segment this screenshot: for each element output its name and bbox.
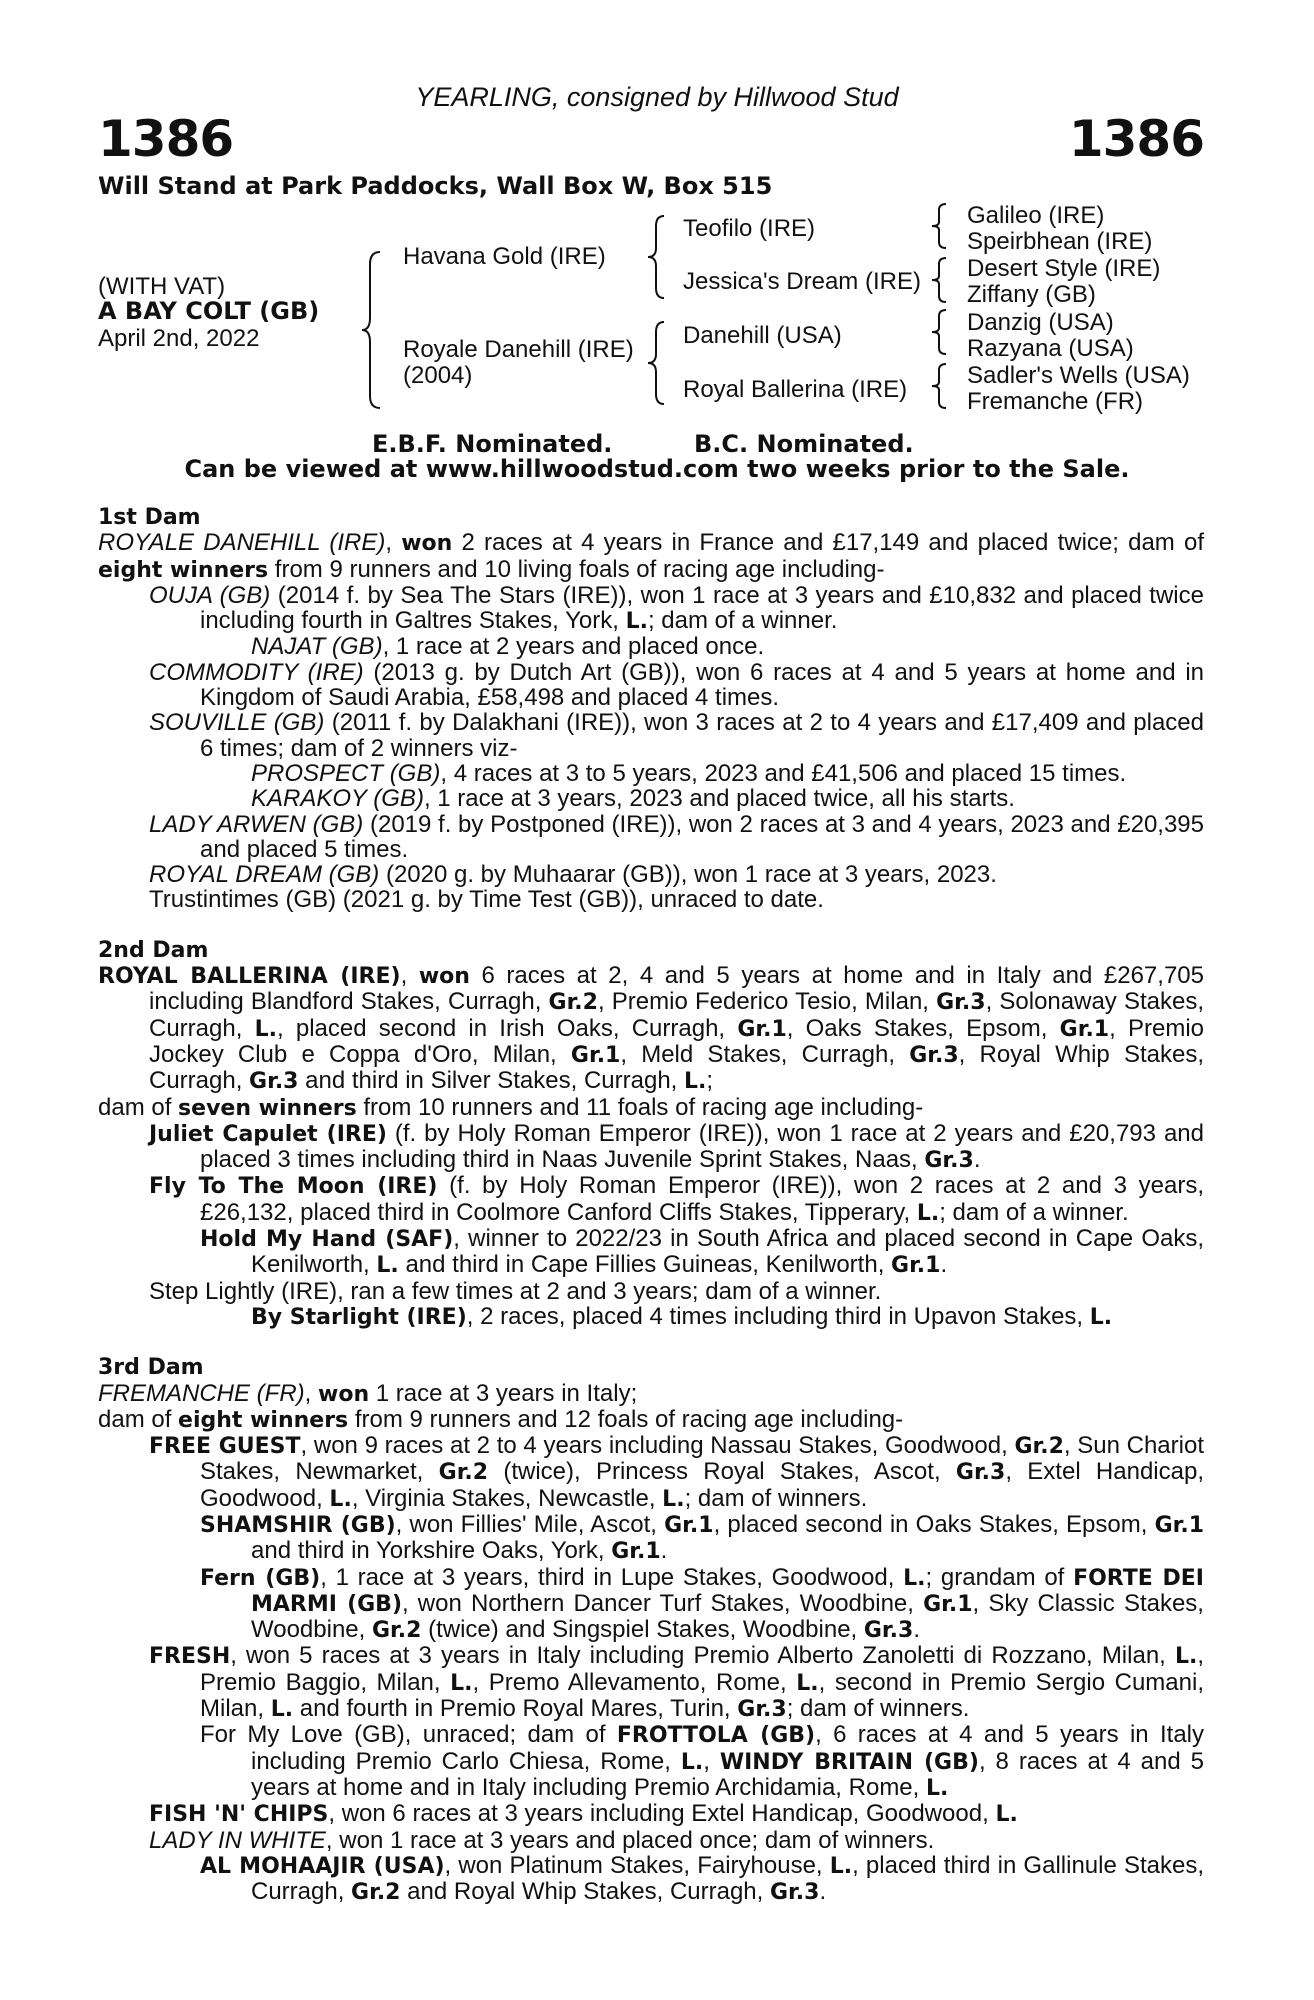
- bold-text: Fly To The Moon (IRE): [149, 1174, 438, 1200]
- produce-entry: [200, 1512, 1204, 1565]
- bold-text: Gr.2: [438, 1460, 489, 1486]
- text-run: For My Love (GB), unraced; dam of: [200, 1721, 617, 1749]
- text-run: , won 9 races at 2 to 4 years including Nassau Stakes, Goodwood,: [300, 1432, 1015, 1460]
- bold-text: eight winners: [98, 557, 269, 583]
- text-run: , placed second in Oaks Stakes, Epsom,: [713, 1510, 1155, 1538]
- produce-entry: [251, 786, 1204, 811]
- bold-text: won: [401, 531, 453, 557]
- produce-entry: [98, 1095, 1204, 1121]
- bold-text: Gr.3: [924, 1148, 974, 1174]
- bold-text: Gr.3: [770, 1880, 820, 1906]
- bold-text: Gr.1: [611, 1539, 661, 1565]
- text-run: , 1 race at 3 years, third in Lupe Stakes, Goodwood,: [320, 1563, 904, 1591]
- pedigree-ddd: Fremanche (FR): [967, 388, 1144, 415]
- pedigree-sire-dam: Jessica's Dream (IRE): [683, 268, 921, 295]
- text-run: and third in Cape Fillies Guineas, Kenilworth,: [398, 1251, 892, 1279]
- produce-entry: [149, 660, 1204, 711]
- produce-entry: [149, 710, 1204, 761]
- bold-text: Gr.2: [548, 990, 598, 1016]
- text-run: ; dam of a winner.: [939, 1198, 1129, 1226]
- produce-entry: [149, 887, 1204, 912]
- bc-nomination: B.C. Nominated.: [694, 430, 914, 458]
- text-run: (twice) and Singspiel Stakes, Woodbine,: [421, 1616, 864, 1644]
- text-run: , 4 races at 3 to 5 years, 2023 and £41,506 and placed 15 times.: [440, 759, 1127, 787]
- text-run: (f. by Holy Roman Emperor (IRE)), won 2 races at 2 and 3 years, £26,132, placed third in Coolmore Canford Cliffs Stakes, Tipperary,: [200, 1172, 1204, 1226]
- pedigree-dam-year: (2004): [403, 362, 473, 389]
- bold-text: L.: [796, 1670, 819, 1696]
- produce-entry: [149, 583, 1204, 635]
- bold-text: Gr.1: [1154, 1512, 1205, 1538]
- text-run: dam of: [98, 1405, 179, 1433]
- text-run: , won Northern Dancer Turf Stakes, Woodbine,: [402, 1589, 924, 1617]
- italic-text: LADY IN WHITE: [149, 1826, 326, 1854]
- italic-text: SOUVILLE (GB): [149, 709, 325, 737]
- produce-entry: [200, 1722, 1204, 1801]
- bold-text: L.: [926, 1775, 949, 1801]
- pedigree-dsd: Razyana (USA): [967, 335, 1134, 362]
- text-run: 6 races at 2, 4 and 5 years at home and in Italy and £267,705 including Blandford Stakes, Curragh,: [149, 962, 1204, 1016]
- italic-text: NAJAT (GB): [251, 633, 383, 661]
- italic-text: ROYAL DREAM (GB): [149, 861, 380, 889]
- produce-entry: [200, 1226, 1204, 1279]
- produce-entry: [149, 1433, 1204, 1512]
- bold-text: Gr.3: [955, 1460, 1006, 1486]
- pedigree-sds: Desert Style (IRE): [967, 255, 1161, 282]
- produce-entry: [149, 812, 1204, 863]
- text-run: , second in Premio Sergio Cumani, Milan,: [200, 1668, 1204, 1723]
- text-run: from 10 runners and 11 foals of racing age including-: [356, 1093, 924, 1121]
- bold-text: Gr.1: [664, 1512, 714, 1538]
- produce-entry: [200, 1853, 1204, 1906]
- pedigree-sdd: Ziffany (GB): [967, 281, 1096, 308]
- text-run: ,: [400, 962, 419, 990]
- italic-text: KARAKOY (GB): [251, 785, 424, 813]
- bold-text: AL MOHAAJIR (USA): [200, 1853, 445, 1879]
- text-run: , placed third in Gallinule Stakes, Curragh,: [251, 1851, 1204, 1906]
- text-run: , 2 races, placed 4 times including third in Upavon Stakes,: [466, 1302, 1090, 1330]
- text-run: ; dam of winners.: [786, 1695, 970, 1723]
- pedigree-dam-sire: Danehill (USA): [683, 322, 842, 349]
- text-run: , won 1 race at 3 years and placed once; dam of winners.: [325, 1826, 935, 1854]
- bold-text: L.: [625, 609, 648, 635]
- bold-text: L.: [270, 1697, 294, 1723]
- bold-text: won: [418, 964, 470, 990]
- bold-text: L.: [1174, 1644, 1198, 1670]
- pedigree-dss: Danzig (USA): [967, 309, 1114, 336]
- italic-text: FREMANCHE (FR): [98, 1379, 305, 1407]
- italic-text: COMMODITY (IRE): [149, 658, 364, 686]
- italic-text: LADY ARWEN (GB): [149, 810, 364, 838]
- pedigree-dds: Sadler's Wells (USA): [967, 362, 1190, 389]
- produce-entry: [251, 634, 1204, 659]
- third-dam-produce: [98, 1381, 1204, 1906]
- pedigree-dam-dam: Royal Ballerina (IRE): [683, 376, 908, 403]
- text-run: , Oaks Stakes, Epsom,: [786, 1014, 1060, 1042]
- text-run: (2020 g. by Muhaarar (GB)), won 1 race at 3 years, 2023.: [379, 861, 997, 889]
- bold-text: L.: [903, 1565, 926, 1591]
- pedigree-brace-sire: [646, 214, 668, 300]
- pedigree-brace-dam: [646, 320, 668, 406]
- bold-text: Gr.2: [371, 1618, 422, 1644]
- text-run: and third in Yorkshire Oaks, York,: [251, 1537, 612, 1565]
- bold-text: L.: [680, 1749, 704, 1775]
- pedigree-brace-gen1: [360, 250, 384, 410]
- text-run: ; dam of winners.: [684, 1484, 868, 1512]
- lot-number-right: 1386: [1068, 110, 1204, 168]
- pedigree-brace-sd: [930, 256, 950, 304]
- text-run: , Premio Jockey Club e Coppa d'Oro, Milan,: [149, 1014, 1205, 1068]
- bold-text: WINDY BRITAIN (GB): [719, 1749, 979, 1775]
- bold-text: Juliet Capulet (IRE): [149, 1121, 387, 1147]
- produce-entry: [149, 1121, 1204, 1174]
- lot-number-left: 1386: [98, 110, 234, 168]
- text-run: .: [819, 1878, 827, 1906]
- text-run: and fourth in Premio Royal Mares, Turin,: [293, 1695, 738, 1723]
- produce-entry: [149, 1828, 1204, 1853]
- text-run: , won Platinum Stakes, Fairyhouse,: [444, 1851, 830, 1879]
- text-run: , Virginia Stakes, Newcastle,: [351, 1484, 663, 1512]
- produce-entry: [251, 1304, 1204, 1330]
- text-run: , won 5 races at 3 years in Italy including Premio Alberto Zanoletti di Rozzano, Milan,: [230, 1642, 1175, 1670]
- text-run: , Premo Allevamento, Rome,: [472, 1668, 797, 1696]
- text-run: , 1 race at 3 years, 2023 and placed twice, all his starts.: [423, 785, 1015, 813]
- italic-text: PROSPECT (GB): [251, 759, 441, 787]
- bold-text: won: [318, 1381, 370, 1407]
- text-run: .: [973, 1146, 981, 1174]
- pedigree-brace-ss: [930, 202, 950, 250]
- italic-text: ROYALE DANEHILL (IRE): [98, 529, 386, 557]
- text-run: ,: [385, 529, 402, 557]
- produce-entry: [251, 761, 1204, 786]
- text-run: , 1 race at 2 years and placed once.: [382, 633, 765, 661]
- consignment-line: YEARLING, consigned by Hillwood Stud: [415, 82, 899, 112]
- bold-text: seven winners: [178, 1095, 357, 1121]
- viewing-note: Can be viewed at www.hillwoodstud.com two weeks prior to the Sale.: [184, 455, 1130, 483]
- bold-text: Gr.3: [249, 1069, 299, 1095]
- text-run: ; dam of a winner.: [647, 607, 838, 635]
- bold-text: Gr.1: [737, 1016, 787, 1042]
- text-run: from 9 runners and 10 living foals of racing age including-: [268, 555, 885, 583]
- first-dam-heading: 1st Dam: [98, 505, 201, 530]
- bold-text: L.: [254, 1016, 277, 1042]
- foaling-date: April 2nd, 2022: [98, 325, 260, 352]
- pedigree-sss: Galileo (IRE): [967, 202, 1105, 229]
- text-run: and Royal Whip Stakes, Curragh,: [400, 1878, 770, 1906]
- produce-entry: [149, 1279, 1204, 1304]
- text-run: .: [913, 1616, 920, 1644]
- bold-text: eight winners: [178, 1407, 349, 1433]
- text-run: , Solonaway Stakes, Curragh,: [149, 988, 1205, 1042]
- text-run: .: [940, 1251, 948, 1279]
- text-run: and third in Silver Stakes, Curragh,: [298, 1067, 684, 1095]
- text-run: ;: [706, 1067, 714, 1095]
- bold-text: Gr.1: [923, 1591, 973, 1617]
- produce-entry: [98, 1407, 1204, 1433]
- bold-text: FRESH: [149, 1644, 231, 1670]
- first-dam-produce: [98, 583, 1204, 913]
- bold-text: Hold My Hand (SAF): [200, 1227, 454, 1253]
- bold-text: Gr.3: [863, 1618, 914, 1644]
- text-run: , Premio Baggio, Milan,: [200, 1642, 1204, 1696]
- bold-text: Fern (GB): [200, 1565, 321, 1591]
- text-run: , 8 races at 4 and 5 years at home and in Italy including Premio Archidamia, Rome,: [251, 1747, 1205, 1801]
- pedigree-dam: Royale Danehill (IRE): [403, 336, 634, 363]
- bold-text: Gr.1: [570, 1042, 621, 1068]
- produce-entry: [149, 862, 1204, 887]
- text-run: (2011 f. by Dalakhani (IRE)), won 3 races at 2 to 4 years and £17,409 and placed 6 times; dam of 2 winners viz-: [200, 709, 1204, 762]
- text-run: (twice), Princess Royal Stakes, Ascot,: [488, 1458, 956, 1486]
- text-run: ; grandam of: [925, 1563, 1074, 1591]
- produce-entry: [149, 1173, 1204, 1226]
- bold-text: FISH 'N' CHIPS: [149, 1802, 329, 1828]
- produce-entry: [149, 1643, 1204, 1722]
- text-run: , won 6 races at 3 years including Extel Handicap, Goodwood,: [328, 1800, 996, 1828]
- bold-text: Gr.3: [936, 990, 986, 1016]
- text-run: , Premio Federico Tesio, Milan,: [597, 988, 937, 1016]
- text-run: Step Lightly (IRE), ran a few times at 2 and 3 years; dam of a winner.: [149, 1277, 882, 1305]
- text-run: , Extel Handicap, Goodwood,: [200, 1458, 1205, 1512]
- vat-note: (WITH VAT): [98, 273, 226, 300]
- second-dam-produce: [98, 963, 1204, 1330]
- bold-text: FREE GUEST: [149, 1434, 301, 1460]
- text-run: , Sun Chariot Stakes, Newmarket,: [200, 1432, 1204, 1486]
- third-dam-heading: 3rd Dam: [98, 1355, 204, 1381]
- bold-text: L.: [829, 1853, 853, 1879]
- bold-text: SHAMSHIR (GB): [200, 1512, 396, 1538]
- bold-text: L.: [329, 1486, 352, 1512]
- text-run: , winner to 2022/23 in South Africa and placed second in Cape Oaks, Kenilworth,: [251, 1225, 1205, 1279]
- bold-text: L.: [450, 1670, 473, 1696]
- ebf-nomination: E.B.F. Nominated.: [372, 430, 613, 458]
- bold-text: L.: [376, 1253, 399, 1279]
- bold-text: Gr.3: [737, 1697, 787, 1723]
- text-run: , won Fillies' Mile, Ascot,: [395, 1510, 665, 1538]
- text-run: (2014 f. by Sea The Stars (IRE)), won 1 race at 3 years and £10,832 and placed twice including fourth in Galtres Stakes, York,: [200, 581, 1204, 635]
- pedigree-ssd: Speirbhean (IRE): [967, 228, 1153, 255]
- pedigree-sire-sire: Teofilo (IRE): [683, 215, 816, 242]
- text-run: ,: [304, 1379, 318, 1407]
- italic-text: OUJA (GB): [149, 581, 271, 609]
- text-run: , Sky Classic Stakes, Woodbine,: [251, 1589, 1204, 1644]
- produce-entry: [200, 1565, 1204, 1644]
- text-run: , Royal Whip Stakes, Curragh,: [149, 1040, 1204, 1095]
- bold-text: L.: [662, 1486, 685, 1512]
- first-dam-intro: [98, 530, 1204, 583]
- text-run: , placed second in Irish Oaks, Curragh,: [276, 1014, 738, 1042]
- bold-text: L.: [995, 1802, 1018, 1828]
- produce-entry: [149, 1801, 1204, 1827]
- text-run: , 6 races at 4 and 5 years in Italy including Premio Carlo Chiesa, Rome,: [251, 1721, 1205, 1775]
- bold-text: FROTTOLA (GB): [616, 1723, 816, 1749]
- pedigree-brace-ds: [930, 308, 950, 356]
- bold-text: ROYAL BALLERINA (IRE): [98, 964, 401, 990]
- text-run: , Meld Stakes, Curragh,: [620, 1040, 910, 1068]
- bold-text: Gr.1: [891, 1253, 941, 1279]
- text-run: (2019 f. by Postponed (IRE)), won 2 races at 3 and 4 years, 2023 and £20,395 and placed 5 times.: [200, 810, 1205, 863]
- pedigree-sire: Havana Gold (IRE): [403, 243, 606, 270]
- produce-entry: [98, 963, 1204, 1094]
- text-run: ,: [703, 1747, 720, 1775]
- bold-text: Gr.2: [1014, 1434, 1064, 1460]
- bold-text: By Starlight (IRE): [251, 1304, 467, 1330]
- text-run: Trustintimes (GB) (2021 g. by Time Test (GB)), unraced to date.: [149, 886, 824, 914]
- text-run: from 9 runners and 12 foals of racing age including-: [348, 1405, 904, 1433]
- bold-text: L.: [1089, 1304, 1113, 1330]
- text-run: .: [660, 1537, 668, 1565]
- stand-location: Will Stand at Park Paddocks, Wall Box W, Box 515: [98, 172, 773, 200]
- bold-text: L.: [916, 1200, 940, 1226]
- bold-text: FORTE DEI MARMI (GB): [251, 1565, 1204, 1617]
- text-run: dam of: [98, 1093, 179, 1121]
- bold-text: Gr.1: [1059, 1016, 1110, 1042]
- bold-text: Gr.3: [909, 1042, 959, 1068]
- catalogue-body: [98, 505, 1204, 1905]
- produce-entry: [98, 1381, 1204, 1407]
- text-run: (2013 g. by Dutch Art (GB)), won 6 races at 4 and 5 years at home and in Kingdom of Saudi Arabia, £58,498 and placed 4 times.: [200, 658, 1205, 712]
- text-run: 2 races at 4 years in France and £17,149 and placed twice; dam of: [452, 529, 1204, 557]
- lot-subject-name: A BAY COLT (GB): [98, 297, 320, 325]
- text-run: 1 race at 3 years in Italy;: [369, 1379, 638, 1407]
- second-dam-heading: 2nd Dam: [98, 937, 209, 963]
- text-run: (f. by Holy Roman Emperor (IRE)), won 1 race at 2 years and £20,793 and placed 3 times including third in Naas Juvenile Sprint Stakes, Naas,: [200, 1119, 1204, 1174]
- bold-text: L.: [684, 1069, 707, 1095]
- bold-text: Gr.2: [351, 1880, 401, 1906]
- pedigree-brace-dd: [930, 362, 950, 410]
